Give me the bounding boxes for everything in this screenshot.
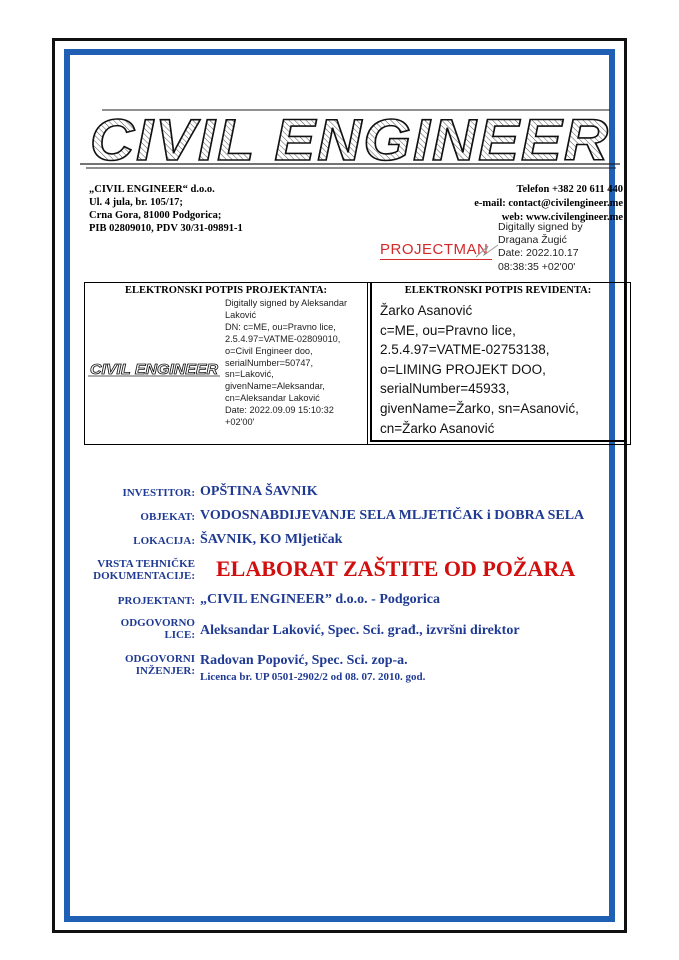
odgovorno-lice-label-line: ODGOVORNO [120, 617, 195, 629]
top-signature-details [498, 221, 583, 274]
reviewer-signature-line: serialNumber=45933, [380, 381, 510, 397]
projektant-label: PROJEKTANT: [117, 595, 195, 607]
objekat-label: OBJEKAT: [140, 511, 195, 523]
reviewer-signature-line: c=ME, ou=Pravno lice, [380, 322, 516, 338]
reviewer-signature-line: 2.5.4.97=VATME-02753138, [380, 342, 550, 358]
odgovorni-inzenjer-label-line: INŽENJER: [135, 665, 195, 677]
designer-signature-cell [85, 283, 368, 444]
designer-signature-line: serialNumber=50747, [225, 357, 314, 368]
odgovorni-inzenjer-value: Radovan Popović, Spec. Sci. zop-a. [200, 653, 408, 668]
odgovorni-inzenjer-label [125, 653, 195, 677]
company-contact-block [474, 183, 623, 225]
odgovorni-inzenjer-label-line: ODGOVORNI [124, 653, 195, 665]
designer-signature-line: givenName=Aleksandar, [225, 381, 325, 392]
company-phone: Telefon +382 20 611 440 [516, 184, 623, 195]
designer-signature-details [225, 298, 347, 429]
lokacija-value: ŠAVNIK, KO Mljetičak [200, 532, 343, 547]
top-signature-line: Dragana Žugić [498, 234, 567, 247]
designer-signature-line: Date: 2022.09.09 15:10:32 [225, 405, 334, 416]
designer-signature-line: Digitally signed by Aleksandar [225, 298, 348, 308]
reviewer-signature-line: o=LIMING PROJEKT DOO, [380, 361, 546, 377]
top-signature-line: 08:38:35 +02'00' [498, 260, 576, 273]
projektant-value: „CIVIL ENGINEER” d.o.o. - Podgorica [200, 592, 440, 607]
top-signature-line: Date: 2022.10.17 [498, 247, 579, 260]
designer-signature-line: Laković [225, 309, 257, 320]
designer-signature-line: 2.5.4.97=VATME-02809010, [225, 333, 341, 344]
designer-signature-line: cn=Aleksandar Laković [225, 393, 320, 404]
designer-signature-header: ELEKTRONSKI POTPIS PROJEKTANTA: [124, 285, 328, 296]
logo-lettering: CIVIL ENGINEER [90, 108, 610, 173]
reviewer-signature-header: ELEKTRONSKI POTPIS REVIDENTA: [404, 285, 592, 296]
reviewer-signature-cell [368, 283, 630, 444]
investitor-label: INVESTITOR: [122, 487, 195, 499]
licence-number: Licenca br. UP 0501-2902/2 od 08. 07. 2010. god. [200, 671, 426, 683]
lokacija-label: LOKACIJA: [133, 535, 195, 547]
company-tax-ids: PIB 02809010, PDV 30/31-09891-1 [89, 223, 243, 234]
projectman-logo: PROJECTMAN [380, 241, 488, 258]
small-logo-lettering: CIVIL ENGINEER [90, 361, 219, 378]
top-signature-line: Digitally signed by [498, 221, 583, 233]
reviewer-signature-line: Žarko Asanović [380, 303, 473, 318]
odgovorno-lice-value: Aleksandar Laković, Spec. Sci. građ., izvršni direktor [200, 623, 520, 638]
odgovorno-lice-label-line: LICE: [164, 629, 195, 641]
reviewer-signature-details [380, 301, 579, 438]
reviewer-signature-line: cn=Žarko Asanović [380, 420, 495, 436]
company-address-block [89, 183, 243, 235]
company-web: web: www.civilengineer.me [501, 212, 623, 223]
company-address-line-1: Ul. 4 jula, br. 105/17; [89, 197, 183, 208]
civil-engineer-logo [80, 104, 620, 176]
designer-signature-line: +02'00' [225, 417, 255, 428]
objekat-value: VODOSNABDIJEVANJE SELA MLJETIČAK i DOBRA SELA [200, 508, 585, 523]
document-type-title: ELABORAT ZAŠTITE OD POŽARA [216, 556, 576, 581]
civil-engineer-small-logo [88, 360, 220, 378]
company-address-line-2: Crna Gora, 81000 Podgorica; [89, 210, 222, 221]
investitor-value: OPŠTINA ŠAVNIK [200, 484, 318, 499]
vrsta-label [93, 558, 195, 582]
reviewer-digital-signature [380, 221, 630, 281]
signature-table [84, 282, 631, 445]
company-name: „CIVIL ENGINEER“ d.o.o. [89, 184, 215, 195]
designer-signature-line: sn=Laković, [225, 369, 274, 380]
reviewer-signature-line: givenName=Žarko, sn=Asanović, [380, 400, 579, 416]
vrsta-label-line: DOKUMENTACIJE: [93, 570, 195, 582]
company-email: e-mail: contact@civilengineer.me [474, 198, 623, 209]
designer-signature-line: DN: c=ME, ou=Pravno lice, [225, 321, 336, 332]
blue-page-frame [64, 49, 615, 922]
odgovorno-lice-label [121, 617, 195, 641]
vrsta-label-line: VRSTA TEHNIČKE [97, 558, 195, 570]
designer-signature-line: o=Civil Engineer doo, [225, 345, 313, 356]
